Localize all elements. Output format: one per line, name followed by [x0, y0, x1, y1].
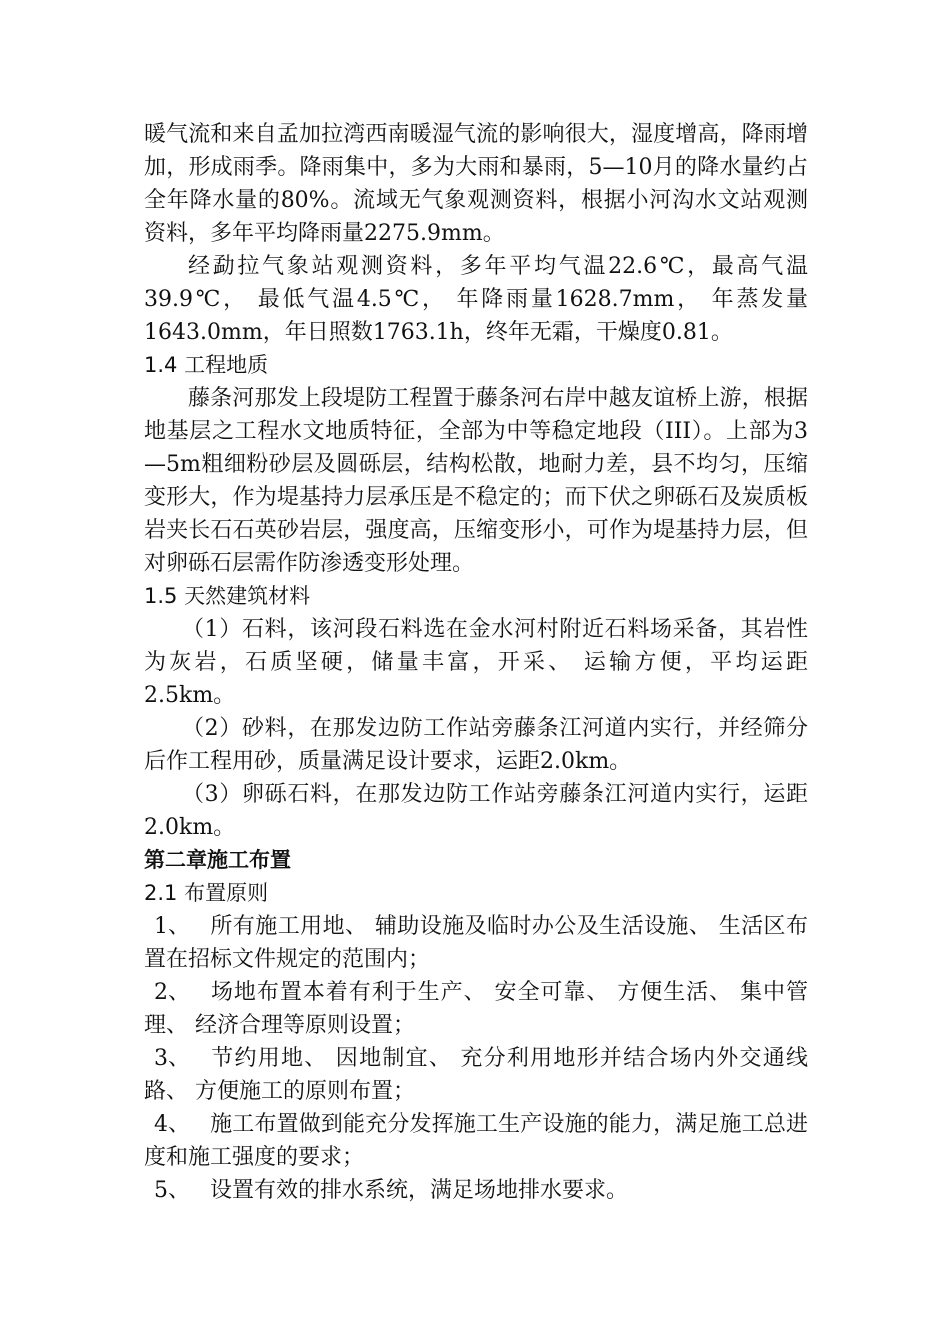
section-heading-1-4: 1.4 工程地质	[144, 353, 269, 377]
climate-paragraph-2: 经勐拉气象站观测资料，多年平均气温22.6℃，最高气温39.9℃， 最低气温4.5℃， 年降雨量1628.7mm， 年蒸发量1643.0mm，年日照数1763.1h，终年无霜，干燥度0.81。	[144, 254, 808, 345]
material-item-gravel: （3）卵砾石料，在那发边防工作站旁藤条江河道内实行，运距2.0km。	[144, 782, 808, 840]
principle-item-2	[144, 976, 808, 1042]
principle-item-3	[144, 1042, 808, 1108]
item-number: 1、	[154, 914, 190, 939]
section-heading-2-1: 2.1 布置原则	[144, 881, 269, 905]
principle-item-4	[144, 1108, 808, 1174]
item-text: 场地布置本着有利于生产、 安全可靠、 方便生活、 集中管理、 经济合理等原则设置；	[144, 980, 808, 1038]
section-heading-1-5: 1.5 天然建筑材料	[144, 584, 311, 608]
climate-paragraph-1: 暖气流和来自孟加拉湾西南暖湿气流的影响很大，湿度增高，降雨增加，形成雨季。降雨集中，多为大雨和暴雨，5—10月的降水量约占全年降水量的80%。流域无气象观测资料，根据小河沟水文站观测资料，多年平均降雨量2275.9mm。	[144, 122, 808, 246]
item-number: 3、	[154, 1046, 190, 1071]
material-item-sand: （2）砂料，在那发边防工作站旁藤条江河道内实行，并经筛分后作工程用砂，质量满足设计要求，运距2.0km。	[144, 716, 808, 774]
item-text: 设置有效的排水系统，满足场地排水要求。	[210, 1178, 629, 1203]
item-text: 施工布置做到能充分发挥施工生产设施的能力，满足施工总进度和施工强度的要求；	[144, 1112, 808, 1170]
item-number: 5、	[154, 1178, 190, 1203]
item-text: 节约用地、 因地制宜、 充分利用地形并结合场内外交通线路、 方便施工的原则布置；	[144, 1046, 808, 1104]
principle-item-1	[144, 910, 808, 976]
item-text: 所有施工用地、 辅助设施及临时办公及生活设施、 生活区布置在招标文件规定的范围内；	[144, 914, 808, 972]
document-page	[144, 118, 808, 1207]
item-number: 2、	[154, 980, 190, 1005]
item-number: 4、	[154, 1112, 190, 1137]
geology-paragraph: 藤条河那发上段堤防工程置于藤条河右岸中越友谊桥上游，根据地基层之工程水文地质特征，全部为中等稳定地段（III）。上部为3—5m粗细粉砂层及圆砾层，结构松散，地耐力差，县不均匀，压缩变形大，作为堤基持力层承压是不稳定的；而下伏之卵砾石及炭质板岩夹长石石英砂岩层，强度高，压缩变形小，可作为堤基持力层，但对卵砾石层需作防渗透变形处理。	[144, 386, 808, 576]
principle-item-5	[144, 1174, 808, 1207]
material-item-stone: （1）石料，该河段石料选在金水河村附近石料场采备，其岩性为灰岩，石质坚硬，储量丰富，开采、 运输方便，平均运距2.5km。	[144, 617, 808, 708]
chapter-title: 第二章施工布置	[144, 848, 291, 872]
